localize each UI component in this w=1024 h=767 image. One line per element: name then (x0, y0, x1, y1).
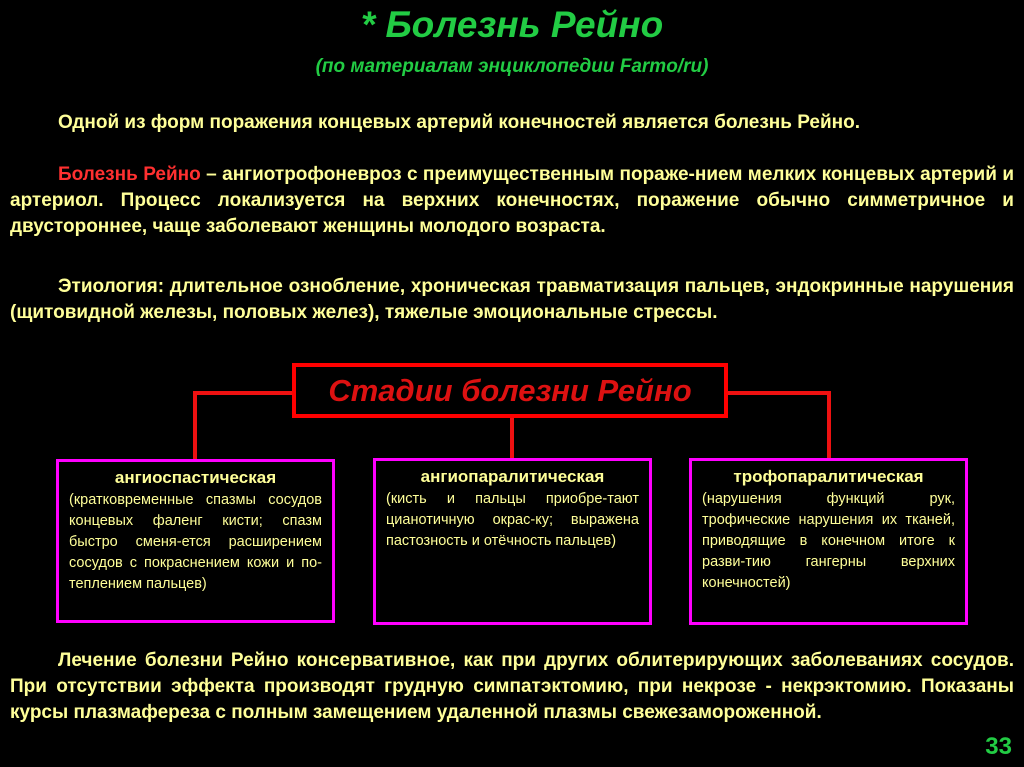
definition-text: – ангиотрофоневроз с преимущественным пораже-нием мелких концевых артерий и артериол. Процесс локализуется на верхних конечностях, поражение обычно симметричное и двустороннее, чаще заболевают женщины молодого возраста. (10, 164, 1014, 237)
paragraph-treatment (10, 648, 1014, 726)
stage-description: (нарушения функций рук, трофические нарушения их тканей, приводящие в конечном итоге к разви-тию гангерны верхних конечностей) (702, 491, 955, 591)
connector-left-v (193, 391, 197, 461)
connector-right-v (827, 391, 831, 461)
paragraph-intro (10, 110, 1014, 136)
slide-title: * Болезнь Рейно (360, 4, 664, 45)
stage-box-2 (373, 458, 652, 625)
stage-box-3 (689, 458, 968, 625)
connector-right-h (727, 391, 831, 395)
slide-subtitle: (по материалам энциклопедии Farmo/ru) (315, 56, 709, 77)
disease-name-highlight: Болезнь Рейно (58, 164, 201, 185)
page-number: 33 (985, 733, 1012, 760)
stage-description: (кратковременные спазмы сосудов концевых фаленг кисти; спазм быстро сменя-ется расширением сосудов с покраснением кожи и по-теплением пальцев) (69, 492, 322, 592)
stage-title: ангиопаралитическая (420, 467, 605, 486)
stages-title: Стадии болезни Рейно (328, 372, 692, 408)
stages-header-box (292, 363, 728, 418)
stage-description: (кисть и пальцы приобре-тают цианотичную окрас-ку; выражена пастозность и отёчность пальцев) (386, 491, 639, 549)
paragraph-definition (10, 162, 1014, 240)
paragraph-etiology (10, 274, 1014, 326)
connector-center-v (510, 418, 514, 460)
etiology-text: Этиология: длительное ознобление, хроническая травматизация пальцев, эндокринные нарушения (щитовидной железы, половых желез), тяжелые эмоциональные стрессы. (10, 276, 1014, 323)
stage-title: трофопаралитическая (733, 467, 924, 486)
treatment-text: Лечение болезни Рейно консервативное, как при других облитерирующих заболеваниях сосудов. При отсутствии эффекта производят грудную симпатэктомию, при некрозе - некрэктомию. Показаны курсы плазмафереза с полным замещением удаленной плазмы свежезамороженной. (10, 650, 1014, 723)
stage-box-1 (56, 459, 335, 623)
intro-text: Одной из форм поражения концевых артерий конечностей является болезнь Рейно. (58, 112, 861, 133)
stage-title: ангиоспастическая (114, 468, 277, 487)
connector-left-h (193, 391, 293, 395)
